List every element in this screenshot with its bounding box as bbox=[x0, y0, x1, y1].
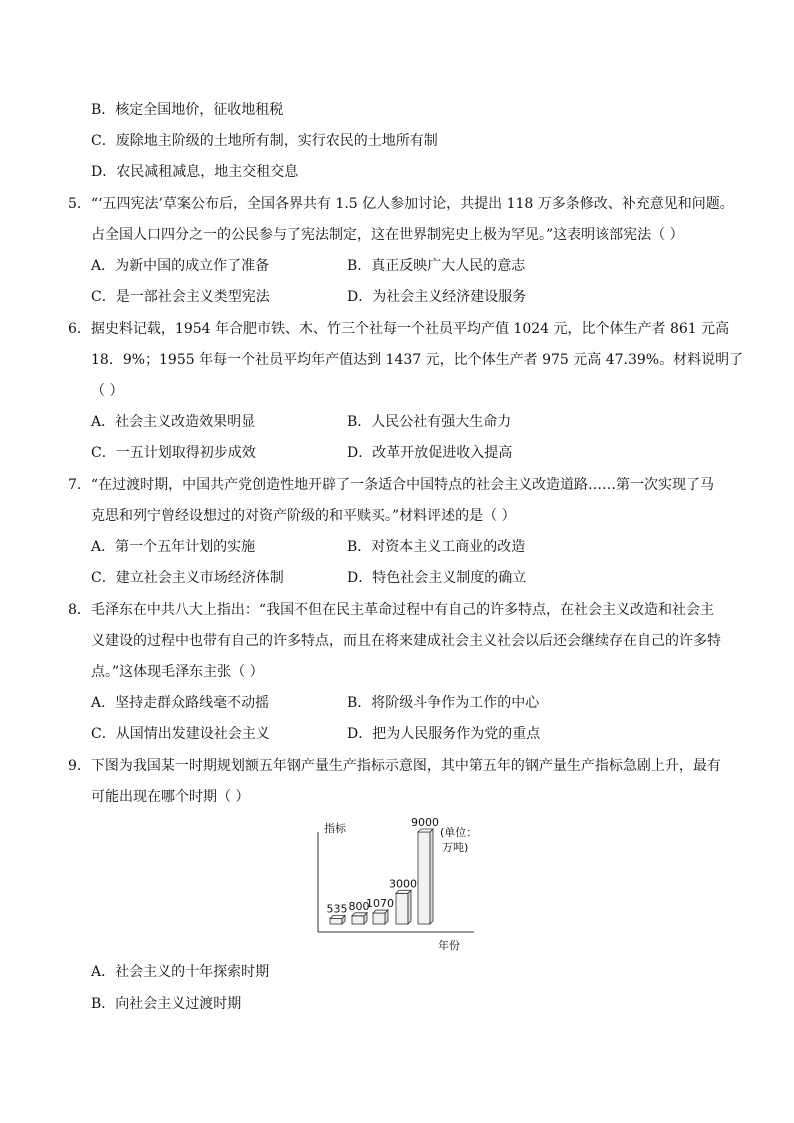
q8-stem-line3: 点。”这体现毛泽东主张（ ） bbox=[91, 664, 264, 680]
q5-option-a: A．为新中国的成立作了准备 bbox=[91, 258, 270, 274]
q9-option-b: B．向社会主义过渡时期 bbox=[91, 996, 242, 1012]
bar-side bbox=[408, 890, 411, 924]
q8-option-a: A．坚持走群众路线毫不动摇 bbox=[91, 695, 270, 711]
q6-option-d: D．改革开放促进收入提高 bbox=[347, 445, 513, 461]
q9-stem-line2: 可能出现在哪个时期（ ） bbox=[91, 789, 250, 805]
q7-options-row1 bbox=[91, 537, 731, 557]
q6-options-row1 bbox=[91, 412, 731, 432]
q4-option-b: B．核定全国地价，征收地租税 bbox=[91, 102, 284, 118]
bar-front bbox=[373, 913, 385, 924]
chart-y-axis-label: 指标 bbox=[324, 822, 346, 835]
bar-front bbox=[396, 893, 408, 924]
q4-option-c: C．废除地主阶级的土地所有制，实行农民的土地所有制 bbox=[91, 133, 438, 149]
chart-bar bbox=[418, 829, 433, 924]
q7-options-row2 bbox=[91, 568, 731, 588]
q5-option-c: C．是一部社会主义类型宪法 bbox=[91, 289, 270, 305]
bar-front bbox=[352, 916, 364, 924]
bar-value-label: 535 bbox=[326, 902, 348, 916]
chart-bar bbox=[330, 916, 345, 924]
chart-unit-label-line2: 万吨) bbox=[442, 841, 469, 854]
steel-output-bar-chart bbox=[312, 818, 492, 954]
q6-option-a: A．社会主义改造效果明显 bbox=[91, 414, 256, 430]
q8-option-b: B．将阶级斗争作为工作的中心 bbox=[347, 695, 540, 711]
bar-front bbox=[330, 919, 342, 924]
q6-stem-line2: 18．9%；1955 年每一个社员平均年产值达到 1437 元，比个体生产者 975 元高 47.39%。材料说明了 bbox=[91, 352, 744, 368]
bar-side bbox=[430, 829, 433, 924]
q5-option-b: B．真正反映广大人民的意志 bbox=[347, 258, 526, 274]
q7-option-d: D．特色社会主义制度的确立 bbox=[347, 570, 527, 586]
q5-option-d: D．为社会主义经济建设服务 bbox=[347, 289, 527, 305]
q6-options-row2 bbox=[91, 443, 731, 463]
q8-option-c: C．从国情出发建设社会主义 bbox=[91, 726, 270, 742]
chart-x-axis-label: 年份 bbox=[438, 939, 460, 952]
q8-options-row1 bbox=[91, 693, 731, 713]
bar-value-label: 1070 bbox=[366, 897, 394, 911]
q4-option-d: D．农民减租减息，地主交租交息 bbox=[91, 164, 299, 180]
q5-stem-line1: 5．“‘五四宪法’草案公布后，全国各界共有 1.5 亿人参加讨论，共提出 118 万多条修改、补充意见和问题。 bbox=[68, 196, 734, 212]
bar-side bbox=[385, 910, 388, 924]
bar-front bbox=[418, 832, 430, 924]
q5-options-row2 bbox=[91, 287, 731, 307]
q5-stem-line2: 占全国人口四分之一的公民参与了宪法制定，这在世界制宪史上极为罕见。”这表明该部宪法（ ） bbox=[91, 227, 684, 243]
q8-stem-line2: 义建设的过程中也带有自己的许多特点，而且在将来建成社会主义社会以后还会继续存在自己的许多特 bbox=[91, 633, 721, 649]
q8-options-row2 bbox=[91, 724, 731, 744]
q6-option-b: B．人民公社有强大生命力 bbox=[347, 414, 512, 430]
q9-option-a: A．社会主义的十年探索时期 bbox=[91, 964, 270, 980]
q9-stem-line1: 9．下图为我国某一时期规划额五年钢产量生产指标示意图，其中第五年的钢产量生产指标急剧上升，最有 bbox=[68, 758, 721, 774]
q7-option-c: C．建立社会主义市场经济体制 bbox=[91, 570, 284, 586]
chart-bar bbox=[396, 890, 411, 924]
bar-value-label: 800 bbox=[348, 899, 370, 913]
bar-value-label: 3000 bbox=[389, 877, 417, 891]
chart-bar bbox=[373, 910, 388, 924]
q7-option-b: B．对资本主义工商业的改造 bbox=[347, 539, 526, 555]
q7-stem-line2: 克思和列宁曾经设想过的对资产阶级的和平赎买。”材料评述的是（ ） bbox=[91, 508, 516, 524]
chart-unit-label-line1: (单位： bbox=[440, 826, 478, 839]
q7-stem-line1: 7．“在过渡时期，中国共产党创造性地开辟了一条适合中国特点的社会主义改造道路……第一次实现了马 bbox=[68, 477, 715, 493]
q7-option-a: A．第一个五年计划的实施 bbox=[91, 539, 256, 555]
q6-stem-line1: 6．据史料记载，1954 年合肥市铁、木、竹三个社每一个社员平均产值 1024 元，比个体生产者 861 元高 bbox=[68, 321, 730, 337]
q6-stem-line3: （ ） bbox=[91, 383, 124, 399]
q8-stem-line1: 8．毛泽东在中共八大上指出：“我国不但在民主革命过程中有自己的许多特点，在社会主义改造和社会主 bbox=[68, 602, 715, 618]
chart-bar bbox=[352, 913, 367, 924]
bar-value-label: 9000 bbox=[411, 818, 439, 829]
q5-options-row1 bbox=[91, 256, 731, 276]
q6-option-c: C．一五计划取得初步成效 bbox=[91, 445, 256, 461]
q8-option-d: D．把为人民服务作为党的重点 bbox=[347, 726, 541, 742]
